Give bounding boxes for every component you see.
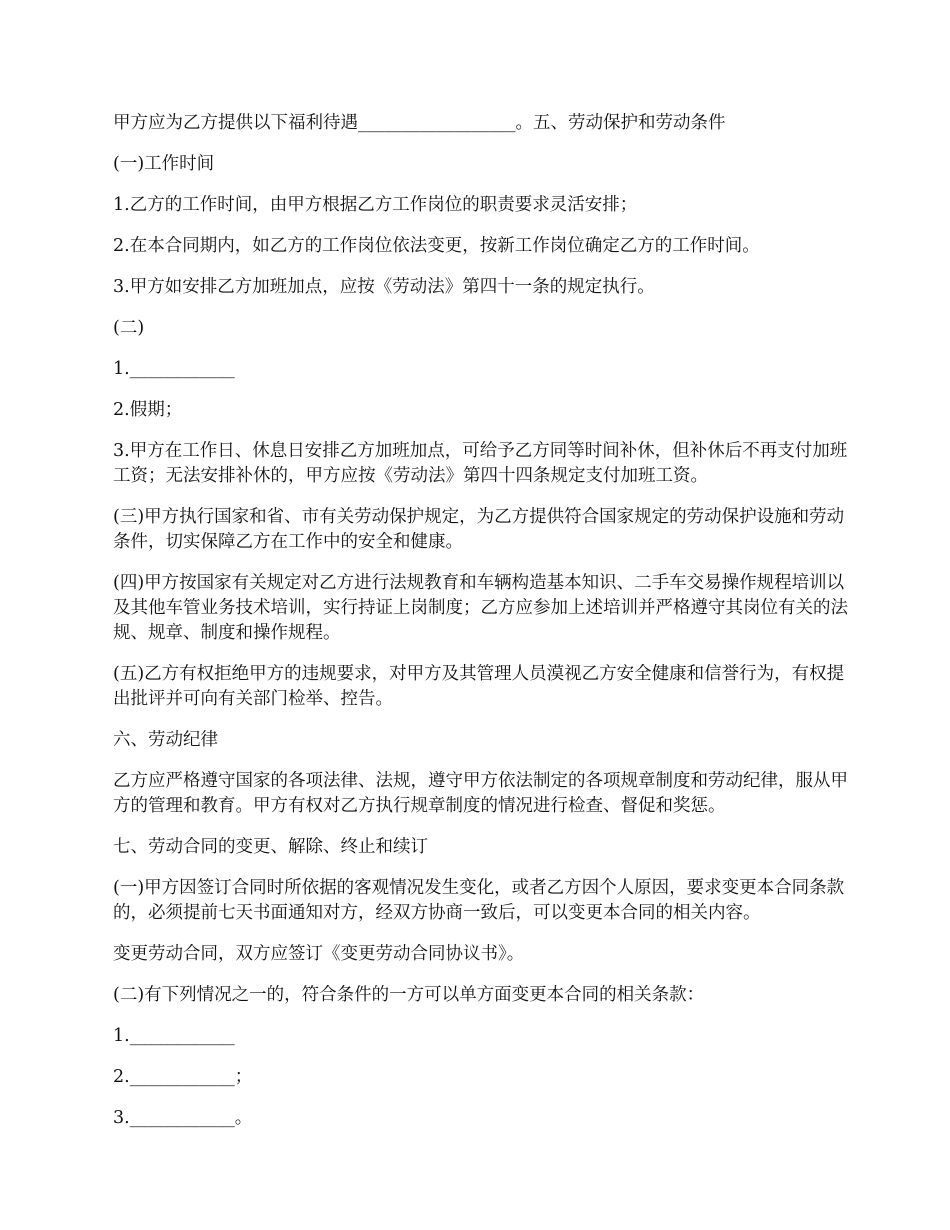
work-time-item-1: 1.乙方的工作时间，由甲方根据乙方工作岗位的职责要求灵活安排； <box>113 195 638 215</box>
work-time-item-2: 2.在本合同期内，如乙方的工作岗位依法变更，按新工作岗位确定乙方的工作时间。 <box>113 236 760 256</box>
section-work-time-heading: (一)工作时间 <box>113 154 215 174</box>
blank-item-1: 1.____________ <box>113 1026 235 1046</box>
blank-item-2: 2.____________； <box>113 1067 253 1087</box>
section-three-paragraph: (三)甲方执行国家和省、市有关劳动保护规定，为乙方提供符合国家规定的劳动保护设施和劳动条件，切实保障乙方在工作中的安全和健康。 <box>113 507 845 552</box>
section-four-paragraph: (四)甲方按国家有关规定对乙方进行法规教育和车辆构造基本知识、二手车交易操作规程培训以及其他车管业务技术培训，实行持证上岗制度；乙方应参加上述培训并严格遵守其岗位有关的法规、规章、制度和操作规程。 <box>113 573 848 643</box>
section-two-item-2: 2.假期； <box>113 400 183 420</box>
section-five-paragraph: (五)乙方有权拒绝甲方的违规要求，对甲方及其管理人员漠视乙方安全健康和信誉行为，有权提出批评并可向有关部门检举、控告。 <box>113 664 845 709</box>
contract-change-item-2: (二)有下列情况之一的，符合条件的一方可以单方面变更本合同的相关条款： <box>113 985 705 1005</box>
welfare-paragraph: 甲方应为乙方提供以下福利待遇__________________。五、劳动保护和劳动条件 <box>113 113 726 133</box>
document-body <box>113 111 853 1147</box>
labor-discipline-paragraph: 乙方应严格遵守国家的各项法律、法规，遵守甲方依法制定的各项规章制度和劳动纪律，服从甲方的管理和教育。甲方有权对乙方执行规章制度的情况进行检查、督促和奖惩。 <box>113 771 848 816</box>
contract-change-agreement: 变更劳动合同，双方应签订《变更劳动合同协议书》。 <box>113 944 525 964</box>
contract-change-heading: 七、劳动合同的变更、解除、终止和续订 <box>113 837 428 857</box>
section-two-heading: (二) <box>113 318 145 338</box>
section-two-item-3: 3.甲方在工作日、休息日安排乙方加班加点，可给予乙方同等时间补休，但补休后不再支付加班工资；无法安排补休的，甲方应按《劳动法》第四十四条规定支付加班工资。 <box>113 441 848 486</box>
labor-discipline-heading: 六、劳动纪律 <box>113 730 218 750</box>
section-two-item-1: 1.____________ <box>113 359 235 379</box>
contract-change-item-1: (一)甲方因签订合同时所依据的客观情况发生变化，或者乙方因个人原因，要求变更本合同条款的，必须提前七天书面通知对方，经双方协商一致后，可以变更本合同的相关内容。 <box>113 878 845 923</box>
blank-item-3: 3.____________。 <box>113 1108 253 1128</box>
work-time-item-3: 3.甲方如安排乙方加班加点，应按《劳动法》第四十一条的规定执行。 <box>113 277 655 297</box>
